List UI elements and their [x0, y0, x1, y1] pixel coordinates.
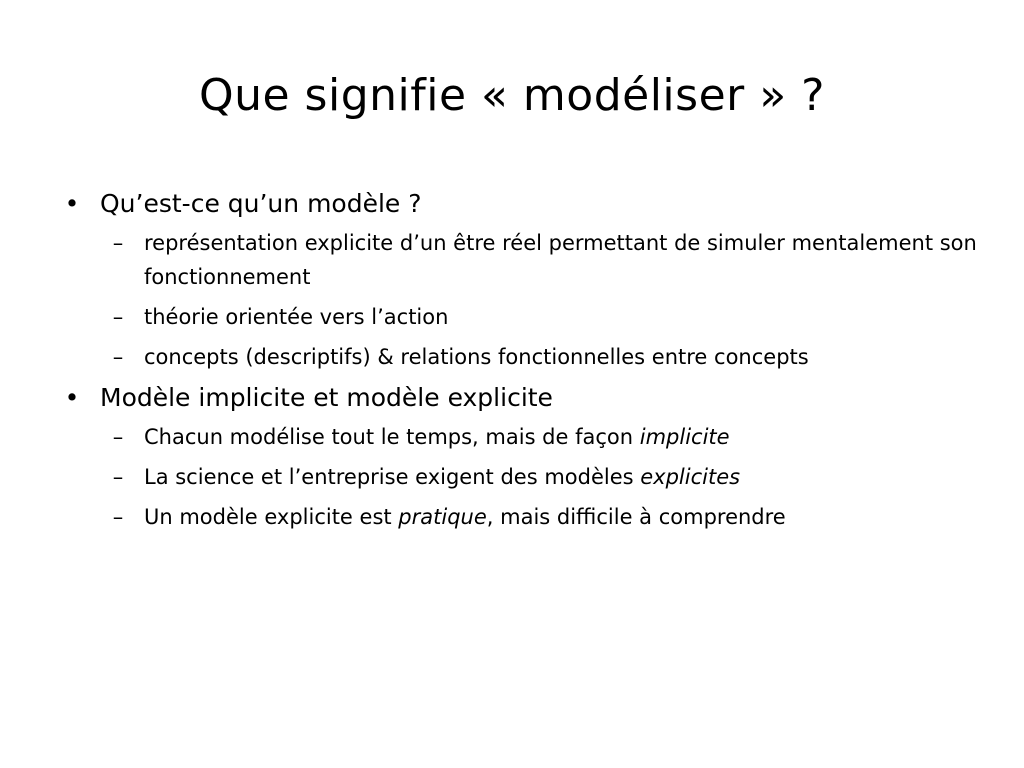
- slide-title: Que signifie « modéliser » ?: [198, 70, 825, 121]
- sub-item-text: théorie orientée vers l’action: [144, 305, 449, 329]
- bullet-item: [62, 186, 982, 222]
- sub-item-text: , mais difficile à comprendre: [486, 505, 786, 529]
- bullet-text: Modèle implicite et modèle explicite: [100, 383, 553, 412]
- dash-icon: –: [112, 345, 124, 369]
- dash-icon: –: [112, 505, 124, 529]
- dash-icon: –: [112, 465, 124, 489]
- sub-item-text: La science et l’entreprise exigent des modèles: [144, 465, 641, 489]
- sub-item: [62, 500, 982, 534]
- sub-item-emphasis: explicites: [640, 465, 741, 489]
- sub-item-emphasis: implicite: [639, 425, 730, 449]
- sub-item-text: Un modèle explicite est: [144, 505, 399, 529]
- sub-item: [62, 460, 982, 494]
- sub-list: [62, 420, 982, 534]
- sub-item-emphasis: pratique: [398, 505, 487, 529]
- sub-item: [62, 300, 982, 334]
- bullet-icon: •: [64, 383, 80, 412]
- dash-icon: –: [112, 231, 124, 255]
- sub-item: [62, 420, 982, 454]
- sub-list: [62, 226, 982, 374]
- slide-content: [62, 186, 982, 540]
- sub-item-text: Chacun modélise tout le temps, mais de façon: [144, 425, 640, 449]
- sub-item: [62, 340, 982, 374]
- dash-icon: –: [112, 305, 124, 329]
- sub-item-text: représentation explicite d’un être réel permettant de simuler mentalement son fonctionnement: [144, 231, 977, 289]
- sub-item: [62, 226, 982, 294]
- bullet-text: Qu’est-ce qu’un modèle ?: [100, 189, 422, 218]
- bullet-icon: •: [64, 189, 80, 218]
- dash-icon: –: [112, 425, 124, 449]
- bullet-item: [62, 380, 982, 416]
- sub-item-text: concepts (descriptifs) & relations fonctionnelles entre concepts: [144, 345, 809, 369]
